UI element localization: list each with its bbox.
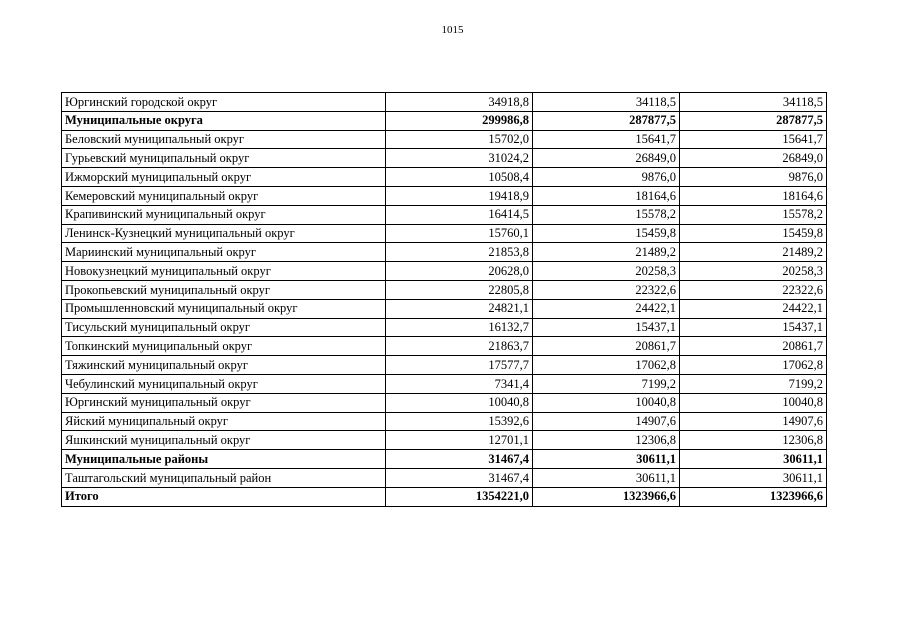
value-cell-col3: 18164,6 [680, 186, 827, 205]
municipality-name-cell: Муниципальные округа [62, 111, 386, 130]
table-row [62, 168, 827, 187]
value-cell-col3: 15641,7 [680, 130, 827, 149]
value-cell-col3: 15578,2 [680, 205, 827, 224]
value-cell-col3: 20861,7 [680, 337, 827, 356]
value-cell-col2: 12306,8 [533, 431, 680, 450]
value-cell-col3: 20258,3 [680, 262, 827, 281]
municipality-name-cell: Кемеровский муниципальный округ [62, 186, 386, 205]
table-row [62, 374, 827, 393]
municipality-name-cell: Юргинский муниципальный округ [62, 393, 386, 412]
table-row [62, 243, 827, 262]
budget-table [61, 92, 827, 507]
value-cell-col1: 19418,9 [386, 186, 533, 205]
value-cell-col1: 16414,5 [386, 205, 533, 224]
value-cell-col1: 10040,8 [386, 393, 533, 412]
table-row [62, 337, 827, 356]
value-cell-col3: 10040,8 [680, 393, 827, 412]
value-cell-col2: 22322,6 [533, 280, 680, 299]
table-row [62, 186, 827, 205]
value-cell-col2: 7199,2 [533, 374, 680, 393]
municipality-name-cell: Муниципальные районы [62, 450, 386, 469]
value-cell-col1: 31467,4 [386, 450, 533, 469]
value-cell-col2: 34118,5 [533, 93, 680, 112]
value-cell-col3: 21489,2 [680, 243, 827, 262]
value-cell-col2: 30611,1 [533, 468, 680, 487]
value-cell-col2: 24422,1 [533, 299, 680, 318]
value-cell-col2: 18164,6 [533, 186, 680, 205]
value-cell-col3: 12306,8 [680, 431, 827, 450]
value-cell-col1: 16132,7 [386, 318, 533, 337]
value-cell-col2: 9876,0 [533, 168, 680, 187]
value-cell-col3: 30611,1 [680, 468, 827, 487]
table-row [62, 412, 827, 431]
municipality-name-cell: Топкинский муниципальный округ [62, 337, 386, 356]
table-row [62, 487, 827, 506]
table-row [62, 93, 827, 112]
municipality-name-cell: Чебулинский муниципальный округ [62, 374, 386, 393]
table-row [62, 149, 827, 168]
value-cell-col1: 299986,8 [386, 111, 533, 130]
value-cell-col2: 15641,7 [533, 130, 680, 149]
value-cell-col3: 26849,0 [680, 149, 827, 168]
value-cell-col2: 20861,7 [533, 337, 680, 356]
value-cell-col1: 15702,0 [386, 130, 533, 149]
value-cell-col2: 1323966,6 [533, 487, 680, 506]
municipality-name-cell: Тяжинский муниципальный округ [62, 356, 386, 375]
value-cell-col3: 22322,6 [680, 280, 827, 299]
table-row [62, 468, 827, 487]
value-cell-col1: 21863,7 [386, 337, 533, 356]
value-cell-col3: 1323966,6 [680, 487, 827, 506]
table-row [62, 111, 827, 130]
value-cell-col1: 34918,8 [386, 93, 533, 112]
value-cell-col3: 15459,8 [680, 224, 827, 243]
value-cell-col1: 7341,4 [386, 374, 533, 393]
table-row [62, 280, 827, 299]
municipality-name-cell: Юргинский городской округ [62, 93, 386, 112]
value-cell-col2: 26849,0 [533, 149, 680, 168]
municipality-name-cell: Промышленновский муниципальный округ [62, 299, 386, 318]
table-row [62, 393, 827, 412]
municipality-name-cell: Мариинский муниципальный округ [62, 243, 386, 262]
table-row [62, 431, 827, 450]
value-cell-col2: 21489,2 [533, 243, 680, 262]
value-cell-col1: 22805,8 [386, 280, 533, 299]
value-cell-col1: 1354221,0 [386, 487, 533, 506]
municipality-name-cell: Итого [62, 487, 386, 506]
table-row [62, 205, 827, 224]
table-row [62, 262, 827, 281]
value-cell-col1: 12701,1 [386, 431, 533, 450]
value-cell-col3: 24422,1 [680, 299, 827, 318]
municipality-name-cell: Прокопьевский муниципальный округ [62, 280, 386, 299]
value-cell-col2: 20258,3 [533, 262, 680, 281]
table-row [62, 130, 827, 149]
value-cell-col3: 287877,5 [680, 111, 827, 130]
value-cell-col1: 10508,4 [386, 168, 533, 187]
municipality-name-cell: Яйский муниципальный округ [62, 412, 386, 431]
table-row [62, 318, 827, 337]
value-cell-col1: 17577,7 [386, 356, 533, 375]
page-number: 1015 [441, 24, 464, 36]
value-cell-col2: 15459,8 [533, 224, 680, 243]
value-cell-col2: 17062,8 [533, 356, 680, 375]
value-cell-col1: 15392,6 [386, 412, 533, 431]
value-cell-col3: 9876,0 [680, 168, 827, 187]
table-row [62, 299, 827, 318]
value-cell-col2: 15437,1 [533, 318, 680, 337]
municipality-name-cell: Таштагольский муниципальный район [62, 468, 386, 487]
value-cell-col3: 14907,6 [680, 412, 827, 431]
table-row [62, 356, 827, 375]
value-cell-col3: 30611,1 [680, 450, 827, 469]
municipality-name-cell: Новокузнецкий муниципальный округ [62, 262, 386, 281]
value-cell-col1: 31024,2 [386, 149, 533, 168]
municipality-name-cell: Яшкинский муниципальный округ [62, 431, 386, 450]
budget-table-body [62, 93, 827, 507]
value-cell-col3: 17062,8 [680, 356, 827, 375]
municipality-name-cell: Гурьевский муниципальный округ [62, 149, 386, 168]
value-cell-col1: 31467,4 [386, 468, 533, 487]
value-cell-col2: 15578,2 [533, 205, 680, 224]
table-row [62, 224, 827, 243]
value-cell-col2: 287877,5 [533, 111, 680, 130]
municipality-name-cell: Ижморский муниципальный округ [62, 168, 386, 187]
value-cell-col2: 30611,1 [533, 450, 680, 469]
municipality-name-cell: Тисульский муниципальный округ [62, 318, 386, 337]
municipality-name-cell: Ленинск-Кузнецкий муниципальный округ [62, 224, 386, 243]
value-cell-col2: 14907,6 [533, 412, 680, 431]
table-row [62, 450, 827, 469]
municipality-name-cell: Крапивинский муниципальный округ [62, 205, 386, 224]
value-cell-col1: 21853,8 [386, 243, 533, 262]
value-cell-col2: 10040,8 [533, 393, 680, 412]
value-cell-col3: 15437,1 [680, 318, 827, 337]
value-cell-col1: 20628,0 [386, 262, 533, 281]
value-cell-col1: 24821,1 [386, 299, 533, 318]
value-cell-col3: 7199,2 [680, 374, 827, 393]
municipality-name-cell: Беловский муниципальный округ [62, 130, 386, 149]
value-cell-col1: 15760,1 [386, 224, 533, 243]
value-cell-col3: 34118,5 [680, 93, 827, 112]
